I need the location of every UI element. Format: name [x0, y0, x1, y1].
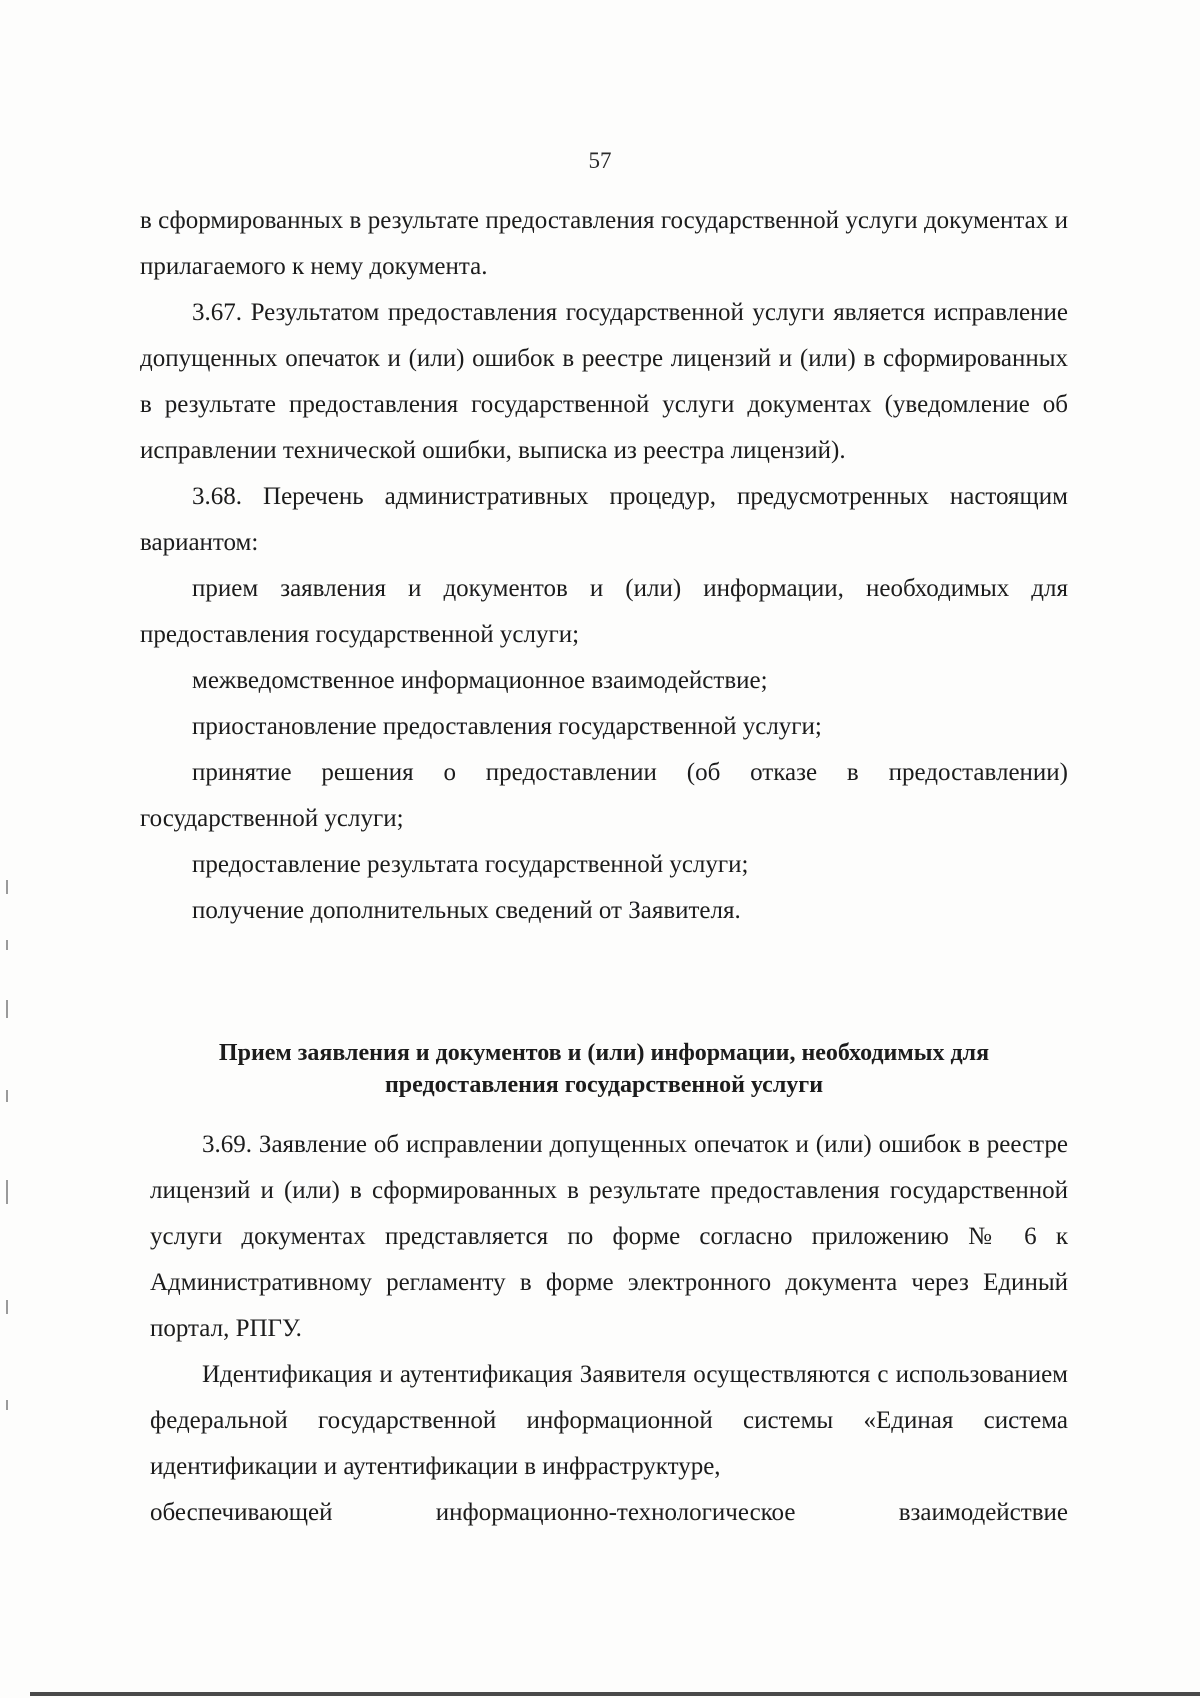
paragraph-identification: Идентификация и аутентификация Заявителя осуществляются с использованием федеральной государственной информационной системы «Единая система идентификации и аутентификации в инфраструктуре,: [150, 1361, 1068, 1480]
paragraph-3-69: 3.69. Заявление об исправлении допущенных опечаток и (или) ошибок в реестре лицензий и (или) в сформированных в результате предоставления государственной услуги документах представляется по форме согласно приложению № 6 к Административному регламенту в форме электронного документа через Единый портал, РПГУ.: [150, 1131, 1068, 1342]
list-item: прием заявления и документов и (или) информации, необходимых для предоставления государственной услуги;: [140, 575, 1068, 648]
body-text-section-2: [150, 1122, 1068, 1536]
body-text-section-1: [140, 198, 1068, 934]
list-item: межведомственное информационное взаимодействие;: [192, 667, 768, 694]
list-item: принятие решения о предоставлении (об отказе в предоставлении) государственной услуги;: [140, 759, 1068, 832]
section-heading-line-1: Прием заявления и документов и (или) информации, необходимых для: [218, 1040, 990, 1066]
list-item: приостановление предоставления государственной услуги;: [192, 713, 822, 740]
paragraph-identification-last-line: [150, 1490, 1068, 1536]
list-item: предоставление результата государственной услуги;: [192, 851, 749, 878]
paragraph-3-67: 3.67. Результатом предоставления государственной услуги является исправление допущенных опечаток и (или) ошибок в реестре лицензий и (или) в сформированных в результате предоставления государственной услуги документах (уведомление об исправлении технической ошибки, выписка из реестра лицензий).: [140, 299, 1068, 464]
last-line-word: обеспечивающей: [150, 1499, 333, 1526]
paragraph-3-68: 3.68. Перечень административных процедур, предусмотренных настоящим вариантом:: [140, 483, 1068, 556]
paragraph-continuation: в сформированных в результате предоставления государственной услуги документах и прилагаемого к нему документа.: [140, 207, 1068, 280]
scan-bottom-edge: [30, 1692, 1200, 1696]
section-heading: [150, 1037, 1058, 1101]
last-line-word: информационно-технологическое: [435, 1499, 796, 1526]
scan-margin-marks: [6, 880, 10, 1480]
page-number: 57: [588, 148, 612, 173]
section-heading-line-2: предоставления государственной услуги: [384, 1072, 824, 1098]
last-line-word: взаимодействие: [898, 1499, 1068, 1526]
list-item: получение дополнительных сведений от Заявителя.: [192, 897, 741, 924]
